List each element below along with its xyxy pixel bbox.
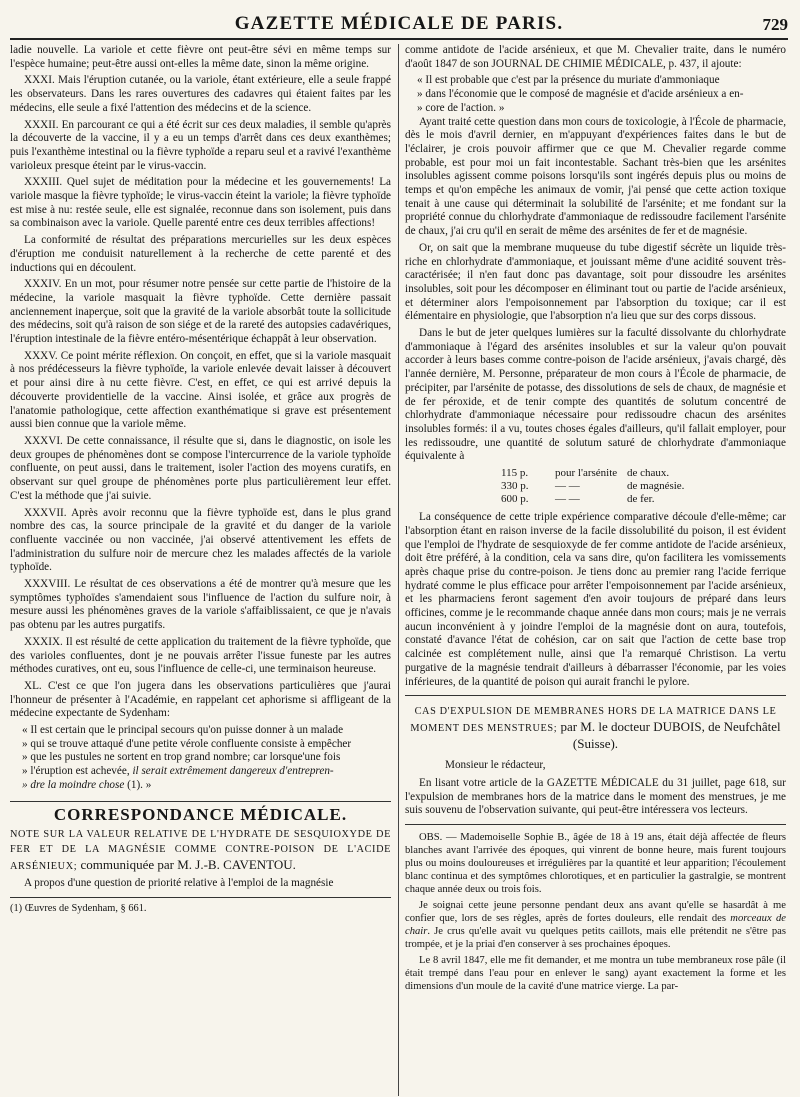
left-column <box>10 44 391 996</box>
page-number: 729 <box>762 15 788 34</box>
column-rule <box>398 44 399 1096</box>
dose-salt: de magnésie. <box>627 480 685 493</box>
dose-salt: de fer. <box>627 493 655 506</box>
paragraph: Or, on sait que la membrane muqueuse du tube digestif sécrète un liquide très-riche en chlorhydrate d'ammoniaque, et jouissant même d'une acidité souvent très-caractérisée; il n'en faut donc pas davantage, soit pour dissoudre les arsénites insolubles, soit pour les décomposer en éliminant tout ou partie de l'acide arsénieux, et déterminer alors l'empoisonnement par l'absorption du toxique; car il est élémentaire en physiologie, que l'absorption n'a lieu que sur des corps dissous. <box>405 241 786 323</box>
observation-paragraph: OBS. — Mademoiselle Sophie B., âgée de 18 à 19 ans, était déjà affectée de fleurs blanches avant l'arrivée des époques, qui vinrent de bonne heure, mais furent toujours plus ou moins douloureuses et irrégulières par la quantité et leur apparition; l'écoulement blanc continua et des symptômes chlorotiques, et en particulier la gastralgie, se montrent chaque année deux ou trois fois. <box>405 832 786 896</box>
columns <box>10 44 788 996</box>
paragraph-xxxvi: XXXVI. De cette connaissance, il résulte que si, dans le diagnostic, on isole les deux groupes de phénomènes dont se compose l'intercurrence de la variole typhoïde confluente, on peut aussi, dans le traitement, isoler l'action des moyens curatifs, en observant sur quel groupe de phénomènes porte plus particulièrement leur effet. C'est la méthode que j'ai suivie. <box>10 434 391 502</box>
paragraph-xxxiii: XXXIII. Quel sujet de méditation pour la médecine et les gouvernements! La variole masque la fièvre typhoïde; le virus-vaccin éteint la variole; la fièvre typhoïde est mise à nu: restée seule, elle est signalée, reconnue dans son isolement, puis dans sa combinaison avec la variole. Quelle parenté entre ces deux terribles affections! <box>10 176 391 230</box>
quote-line: » core de l'action. » <box>417 101 505 114</box>
dose-quantity: 330 p. <box>501 480 529 493</box>
quote-italic: il serait extrêmement dangereux d'entrepren- <box>132 765 334 778</box>
observation-text: Je soignai cette jeune personne pendant deux ans avant qu'elle se hasardât à me confier que, lors de ses règles, après de fortes douleurs, elle rendait des <box>405 900 786 925</box>
quote-line: » dans l'économie que le composé de magnésie et d'acide arsénieux a en- <box>417 88 744 101</box>
observation-paragraph: Le 8 avril 1847, elle me fit demander, et me montra un tube membraneux rose pâle (il était trempé dans l'eau pour en enlever le sang) ayant exactement la forme et les dimensions d'un moule de la cavité d'une matrice vierge. La par- <box>405 955 786 993</box>
paragraph: A propos d'une question de priorité relative à l'emploi de la magnésie <box>24 877 334 890</box>
page-header <box>10 6 788 40</box>
paragraph: comme antidote de l'acide arsénieux, et que M. Chevalier traite, dans le numéro d'août 1847 de son JOURNAL DE CHIMIE MÉDICALE, p. 437, il ajoute: <box>405 44 786 70</box>
paragraph-xxxix: XXXIX. Il est résulté de cette application du traitement de la fièvre typhoïde, que des varioles confluentes, dont je ne pouvais arrêter l'issue funeste par les autres méthodes curatives, ont eu, sous l'influence de celle-ci, une terminaison heureuse. <box>10 635 391 676</box>
article-author: communiquée par M. J.-B. CAVENTOU. <box>77 857 296 873</box>
paragraph: ladie nouvelle. La variole et cette fièvre ont peut-être sévi en même temps sur l'espèce humaine; peut-être aussi ont-elles la même date, sinon la même origine. <box>10 44 391 70</box>
dose-quantity: 115 p. <box>501 467 529 480</box>
paragraph-xxxiv: XXXIV. En un mot, pour résumer notre pensée sur cette partie de l'histoire de la médecine, la variole masquait la fièvre typhoïde. Cette dernière passait anciennement inaperçue, soit que la gravité de la variole absorbât toute la sollicitude des médecins, soit qu'à raison de son siége et de la rareté des autopsies cadavériques, l'éruption intestinale de la fièvre entéro-mésentérique échappât à leur observation. <box>10 278 391 346</box>
quote-italic: » dre la moindre chose <box>22 778 125 791</box>
paragraph-xxxi: XXXI. Mais l'éruption cutanée, ou la variole, étant extérieure, elle a seule frappé les observateurs. Dans les rares ouvertures des cadavres qui étaient faites par les médecins, elle seule a fixé l'attention des médecins et de la science. <box>10 74 391 114</box>
dose-quantity: 600 p. <box>501 493 529 506</box>
quote-text: (1). » <box>124 778 152 791</box>
paragraph-xxxviii: XXXVIII. Le résultat de ces observations a été de montrer qu'à mesure que les symptômes typhoïdes s'amendaient sous l'influence de l'action du sulfure noir, à mesure aussi les phénomènes graves de la variole s'affaiblissaient, ce que je n'avais pas obtenu par les autres purgatifs. <box>10 578 391 632</box>
right-column <box>405 44 786 996</box>
quote-line: » qui se trouve attaqué d'une petite vérole confluente consiste à empêcher <box>22 737 352 750</box>
paragraph-xxxii: XXXII. En parcourant ce qui a été écrit sur ces deux maladies, il semble qu'après la découverte de la vaccine, il y a eu un temps d'arrêt dans ces deux exanthèmes; puis l'exanthème intestinal ou la fièvre typhoïde a reparu seul et a ravivé l'exanthème varioleux presque éteint par le virus-vaccin. <box>10 118 391 172</box>
article-title <box>405 704 786 753</box>
quote-text: » l'éruption est achevée, <box>22 765 133 778</box>
observation-text: . Je crus qu'elle avait vu quelques petits caillots, mais elle prétendit ne s'être pas trompée, et je la priai d'en conserver à ses prochaines époques. <box>405 926 786 951</box>
quote-line: » que les pustules ne sortent en trop grand nombre; car lorsque'une fois <box>22 751 341 764</box>
paragraph-xxxv: XXXV. Ce point mérite réflexion. On conçoit, en effet, que si la variole masquait à nos prédécesseurs la fièvre typhoïde, la variole enlevée devait laisser à découvert et pour ainsi dire à nu cette fièvre. C'est, en effet, ce qui est arrivé depuis la découverte providentielle de la vaccine. Ainsi isolée, et grâce aux progrès de l'anatomie pathologique, cette affection exanthématique si grave est présentement aussi bien connue que la variole même. <box>10 349 391 431</box>
article-title-caps: NOTE SUR LA VALEUR RELATIVE DE L'HYDRATE DE SESQUIOXYDE DE FER ET DE LA MAGNÉSIE COMME CONTRE-POISON DE L'ACIDE ARSÉNIEUX; <box>10 829 391 873</box>
divider <box>405 695 786 696</box>
quote-line <box>10 765 391 779</box>
dose-subject: pour l'arsénite <box>555 467 618 480</box>
dose-subject: — — <box>555 480 580 493</box>
article-author: par M. le docteur DUBOIS, de Neufchâtel (Suisse). <box>557 719 781 752</box>
dose-table <box>405 467 786 506</box>
salutation: Monsieur le rédacteur, <box>445 759 546 772</box>
paragraph: Ayant traité cette question dans mon cours de toxicologie, à l'École de pharmacie, dès le mois d'avril dernier, en m'appuyant d'expériences faites dans le but de l'éclairer, je crois pouvoir affirmer que ce que M. Chevalier regarde comme probable, est pour moi un fait incontestable. Sachant très-bien que les arsénites insolubles agissent comme poisons lorsqu'ils sont ingérés depuis plus ou moins de temps et qu'on empêche les animaux de vomir, j'ai pensé que cette action toxique tenait à une cause qui déterminait la solubilité de l'arsénite; et me fondant sur la propriété connue du chlorhydrate d'ammoniaque de redissoudre facilement l'arsénite de chaux, j'ai cru qu'il en serait de même des arsénites de fer et de magnésie. <box>405 115 786 238</box>
dose-row <box>405 493 786 506</box>
paragraph: En lisant votre article de la GAZETTE MÉDICALE du 31 juillet, page 618, sur l'expulsion de membranes hors de la matrice dans le moment des menstrues, je me suis souvenu de l'observation suivante, qui peut-être intéressera vos lecteurs. <box>405 776 786 817</box>
journal-title: GAZETTE MÉDICALE DE PARIS. <box>234 13 564 34</box>
dose-row <box>405 480 786 493</box>
paragraph-xxxvii: XXXVII. Après avoir reconnu que la fièvre typhoïde est, dans le plus grand nombre des cas, la source principale de la gravité et du danger de la variole confluente vaccinée ou non vaccinée, j'ai observé attentivement les effets de l'administration du sulfure noir de mercure chez les malades affectés de la variole typhoïde. <box>10 506 391 574</box>
paragraph: La conformité de résultat des préparations mercurielles sur les deux espèces d'éruption me conduisit naturellement à la recherche de cette parenté et des inductions qui en découlent. <box>10 234 391 274</box>
paragraph: Dans le but de jeter quelques lumières sur la faculté dissolvante du chlorhydrate d'ammoniaque à l'égard des arsénites insolubles et sur la valeur qu'on pouvait accorder à leurs bases comme contre-poison de l'acide arsénieux, j'avais chargé, dès l'année dernière, M. Personne, préparateur de mon cours à l'École de pharmacie, de précipiter, par l'arsénite de potasse, des dissolutions de sels de chaux, de magnésie et de fer péroxide, et de tenir compte des quantités de solutum concentré de chlorhydrate d'ammoniaque nécessaire pour redissoudre chacun des arsénites insolubles formés: il a vu, toutes choses égales d'ailleurs, qu'il fallait employer, pour les redissoudre, une quantité de solutum saturé de chlorhydrate d'ammoniaque équivalente à <box>405 327 786 463</box>
paragraph: La conséquence de cette triple expérience comparative découle d'elle-même; car l'absorption étant en raison inverse de la facile dissolubilité du poison, il est évident que l'emploi de l'hydrate de sesquioxyde de fer comme antidote de l'acide arsénieux, doit être préféré, à la condition, cela va sans dire, qu'on facilitera les vomissements après chaque prise du contre-poison. Je tiens donc au premier rang l'acide ferrique hydraté comme le plus efficace pour arrêter l'empoisonnement par l'acide arsénieux, et les pharmaciens feront sagement d'en avoir toujours de préparé dans leurs officines, comme je le recommande chaque année dans mon cours; mais je ne verrais aucun inconvénient à y joindre l'emploi de la magnésie dont on aura, toutefois, constaté d'avance l'état de cohésion, car on sait que l'action de cette base trop calcinée est complétement nulle, ainsi que l'a remarqué Christison. La vertu purgative de la magnésie tendrait d'ailleurs à débarrasser l'économie, par les voies inférieures, de la quantité de poison qui aurait franchi le pylore. <box>405 511 786 688</box>
divider <box>405 824 786 825</box>
dose-row <box>405 467 786 480</box>
quote-line <box>10 779 391 793</box>
article-title <box>10 827 391 874</box>
footnote: (1) Œuvres de Sydenham, § 661. <box>10 897 391 916</box>
dose-salt: de chaux. <box>627 467 670 480</box>
article-title-caps: CAS D'EXPULSION DE MEMBRANES HORS DE LA MATRICE DANS LE MOMENT DES MENSTRUES; <box>410 706 777 735</box>
quote-line: « Il est certain que le principal secours qu'on puisse donner à un malade <box>22 724 344 737</box>
observation-italic: morceaux de chair <box>405 913 786 938</box>
dose-subject: — — <box>555 493 580 506</box>
paragraph-xl: XL. C'est ce que l'on jugera dans les observations particulières que j'aurai l'honneur de présenter à l'Académie, en rappelant cet aphorisme si affligeant de la médecine expectante de Sydenham: <box>10 679 391 720</box>
section-title: CORRESPONDANCE MÉDICALE. <box>10 801 391 822</box>
quote-line: « Il est probable que c'est par la présence du muriate d'ammoniaque <box>417 74 720 87</box>
observation-paragraph <box>405 899 786 951</box>
